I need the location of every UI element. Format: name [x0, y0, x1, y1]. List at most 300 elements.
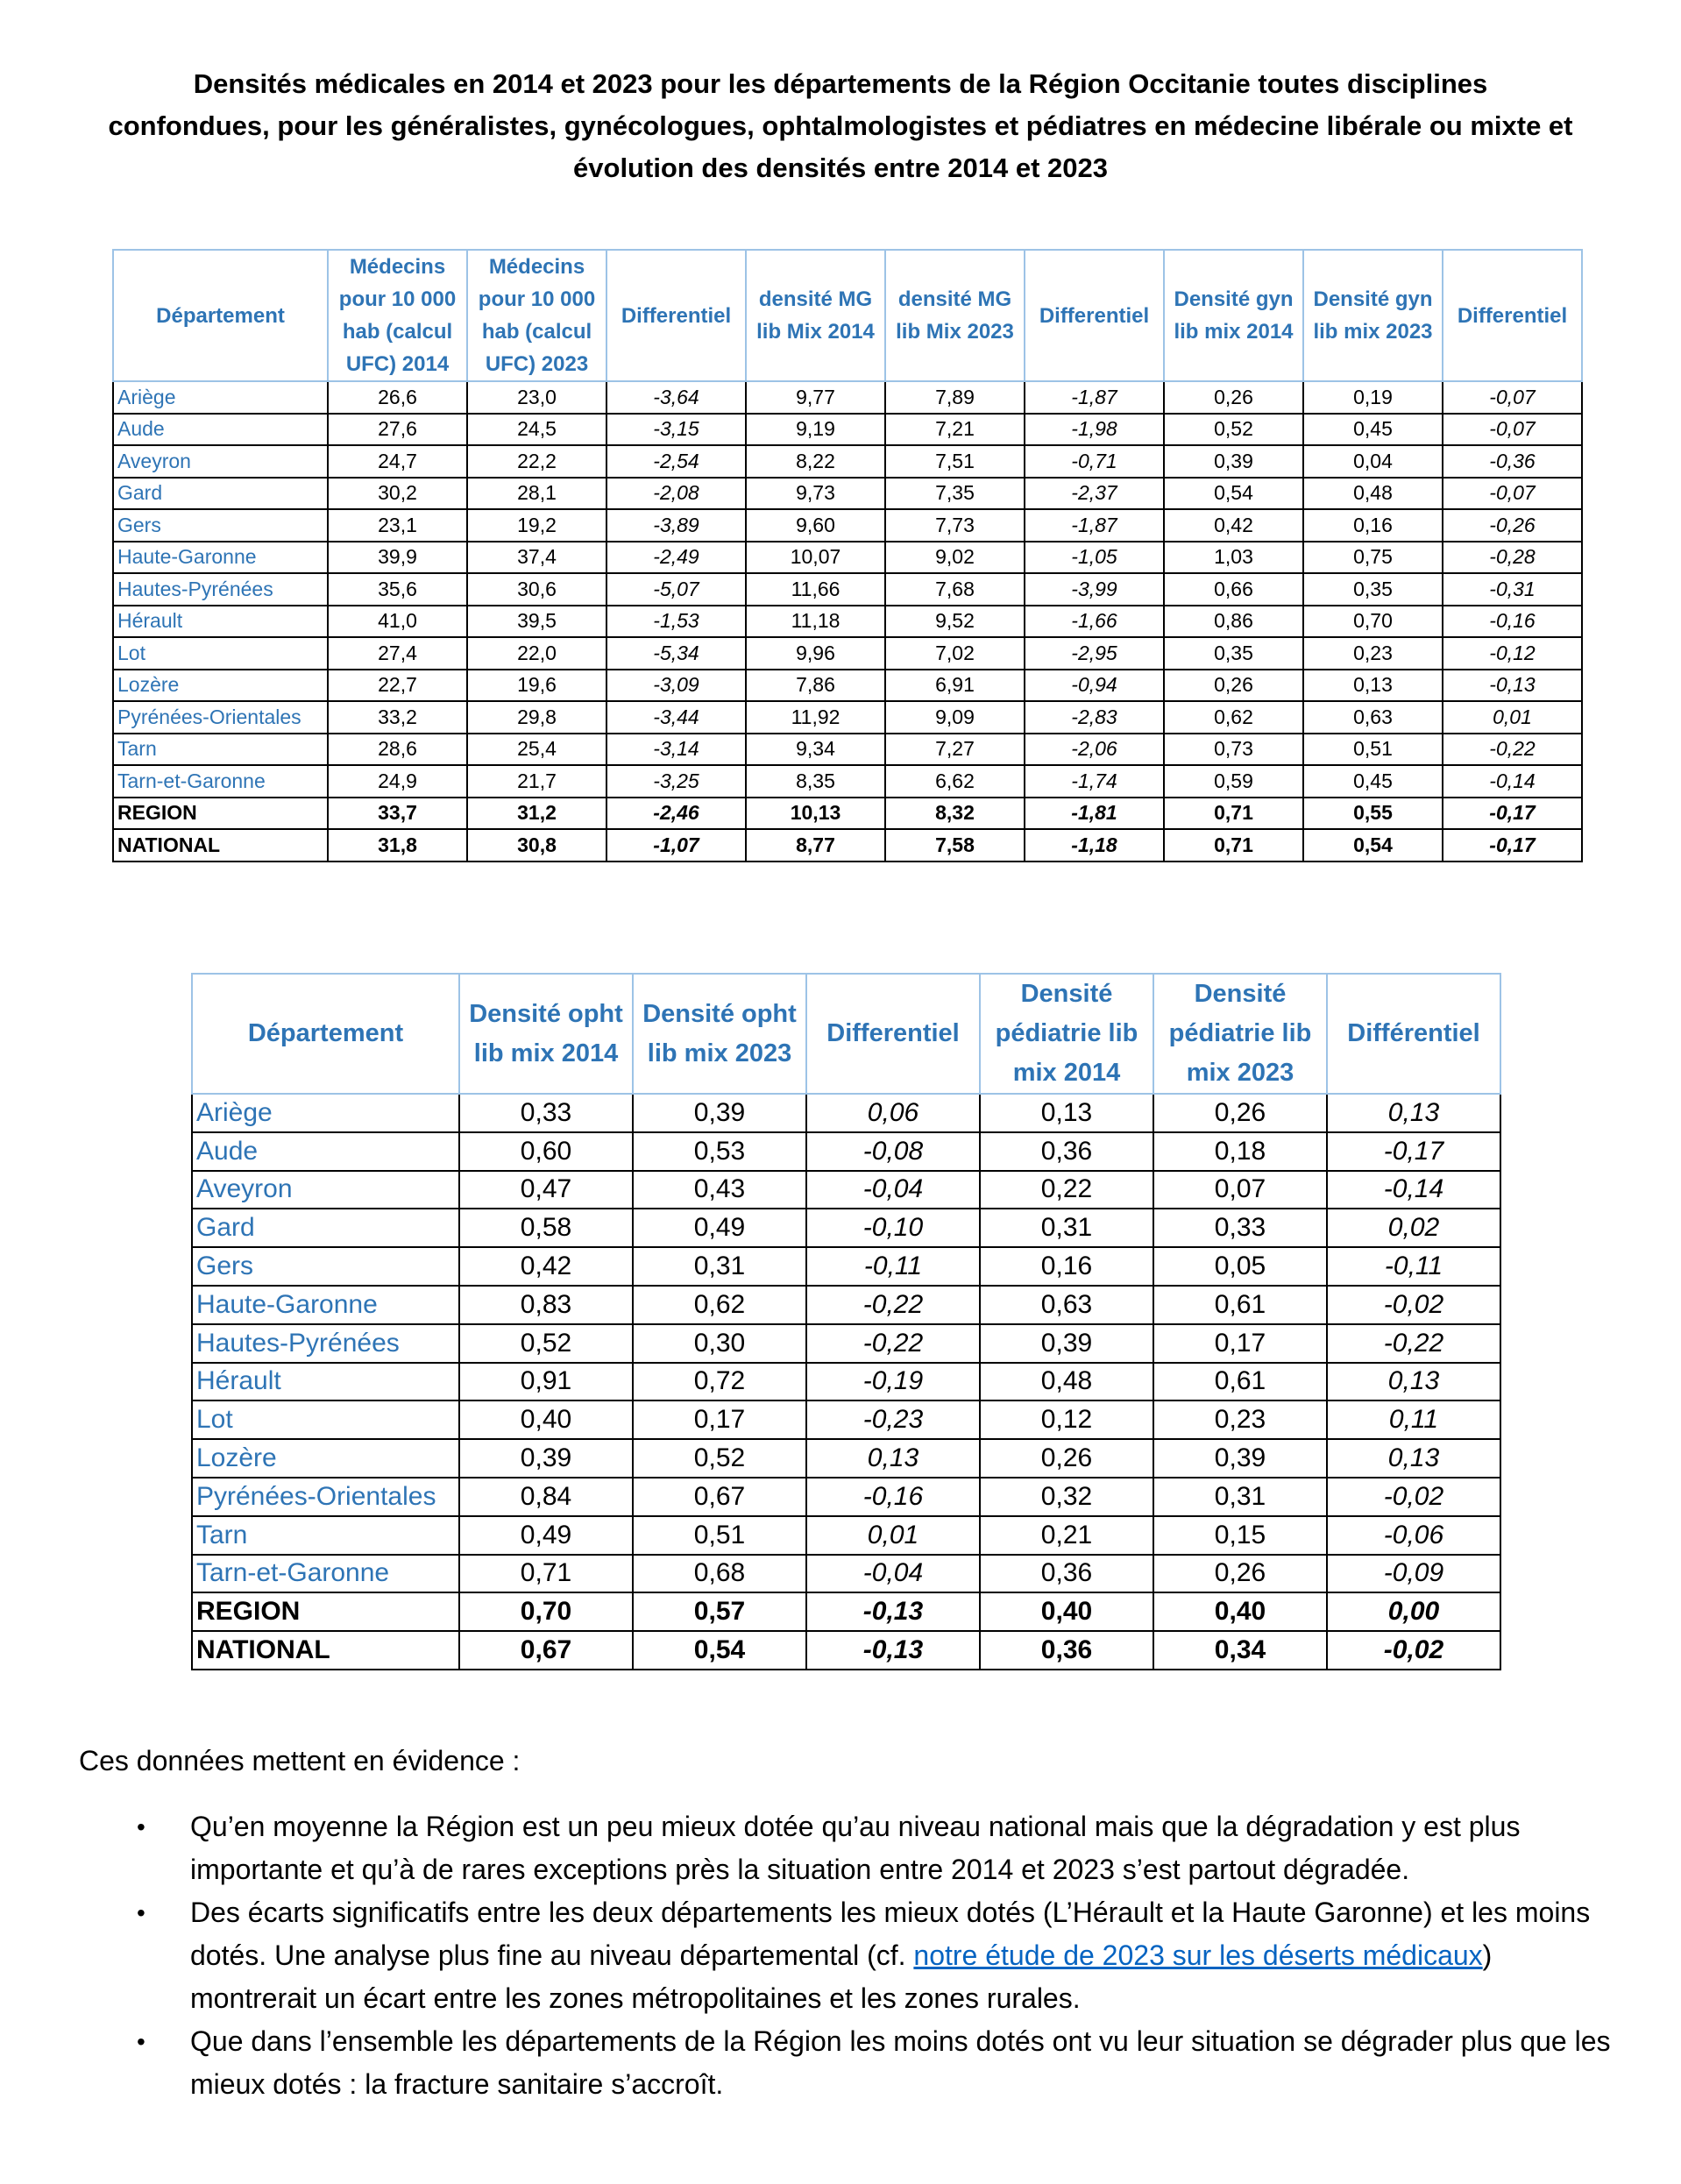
- value-cell: 0,58: [459, 1209, 633, 1247]
- value-cell: 7,51: [885, 445, 1025, 478]
- value-cell: 0,54: [633, 1631, 806, 1670]
- value-cell: 7,73: [885, 509, 1025, 542]
- value-cell: -0,10: [806, 1209, 980, 1247]
- value-cell: 0,26: [1153, 1094, 1327, 1132]
- value-cell: 0,43: [633, 1171, 806, 1209]
- value-cell: 39,9: [328, 542, 467, 574]
- value-cell: 31,8: [328, 829, 467, 862]
- bullet-icon: •: [137, 1899, 145, 1926]
- table-row: [192, 1478, 1500, 1516]
- value-cell: -2,06: [1025, 734, 1164, 766]
- value-cell: 11,18: [746, 606, 885, 638]
- value-cell: 0,71: [1164, 798, 1303, 830]
- value-cell: 0,42: [1164, 509, 1303, 542]
- value-cell: -0,12: [1443, 637, 1582, 670]
- value-cell: 24,9: [328, 765, 467, 798]
- value-cell: 28,1: [467, 478, 606, 510]
- table-row: [113, 542, 1582, 574]
- value-cell: 22,0: [467, 637, 606, 670]
- value-cell: 0,51: [633, 1516, 806, 1555]
- value-cell: 0,54: [1164, 478, 1303, 510]
- value-cell: 23,0: [467, 381, 606, 414]
- findings-list: [79, 1805, 1621, 2106]
- value-cell: -0,13: [806, 1592, 980, 1631]
- value-cell: -3,99: [1025, 573, 1164, 606]
- value-cell: 0,07: [1153, 1171, 1327, 1209]
- table-header-row: [192, 974, 1500, 1094]
- department-cell: REGION: [113, 798, 328, 830]
- value-cell: 0,39: [980, 1324, 1153, 1363]
- value-cell: -3,89: [606, 509, 746, 542]
- value-cell: 0,49: [633, 1209, 806, 1247]
- department-cell: Lozère: [113, 670, 328, 702]
- value-cell: -1,74: [1025, 765, 1164, 798]
- value-cell: 0,35: [1303, 573, 1443, 606]
- department-cell: Tarn: [192, 1516, 459, 1555]
- value-cell: -5,07: [606, 573, 746, 606]
- title-line-1: Densités médicales en 2014 et 2023 pour les départements de la Région Occitanie toutes disciplines: [193, 68, 1488, 99]
- table-header-row: [113, 250, 1582, 381]
- value-cell: 11,66: [746, 573, 885, 606]
- value-cell: 0,40: [459, 1400, 633, 1439]
- value-cell: 0,36: [980, 1555, 1153, 1593]
- value-cell: 9,52: [885, 606, 1025, 638]
- table-row: [113, 637, 1582, 670]
- value-cell: 0,32: [980, 1478, 1153, 1516]
- column-header: Differentiel: [1025, 250, 1164, 381]
- value-cell: 30,2: [328, 478, 467, 510]
- value-cell: 9,60: [746, 509, 885, 542]
- title-line-2: confondues, pour les généralistes, gynécologues, ophtalmologistes et pédiatres en médecine libérale ou mixte et: [108, 110, 1573, 141]
- department-cell: Ariège: [192, 1094, 459, 1132]
- value-cell: 0,04: [1303, 445, 1443, 478]
- value-cell: 0,52: [459, 1324, 633, 1363]
- value-cell: 0,47: [459, 1171, 633, 1209]
- value-cell: -1,87: [1025, 381, 1164, 414]
- value-cell: -0,02: [1327, 1631, 1500, 1670]
- value-cell: 0,63: [980, 1286, 1153, 1324]
- table-row: [192, 1592, 1500, 1631]
- value-cell: -0,19: [806, 1363, 980, 1401]
- value-cell: -2,46: [606, 798, 746, 830]
- table-row: [192, 1209, 1500, 1247]
- table-row: [113, 445, 1582, 478]
- value-cell: -2,37: [1025, 478, 1164, 510]
- value-cell: 9,73: [746, 478, 885, 510]
- value-cell: -1,98: [1025, 414, 1164, 446]
- value-cell: -0,17: [1443, 798, 1582, 830]
- value-cell: 0,13: [1303, 670, 1443, 702]
- value-cell: 24,5: [467, 414, 606, 446]
- value-cell: 0,19: [1303, 381, 1443, 414]
- value-cell: -0,16: [806, 1478, 980, 1516]
- value-cell: 0,83: [459, 1286, 633, 1324]
- value-cell: 27,4: [328, 637, 467, 670]
- value-cell: 26,6: [328, 381, 467, 414]
- value-cell: 27,6: [328, 414, 467, 446]
- value-cell: 0,13: [1327, 1363, 1500, 1401]
- value-cell: -0,17: [1327, 1132, 1500, 1171]
- value-cell: 0,16: [1303, 509, 1443, 542]
- department-cell: Hautes-Pyrénées: [113, 573, 328, 606]
- value-cell: -1,53: [606, 606, 746, 638]
- value-cell: -0,04: [806, 1555, 980, 1593]
- intro-text: Ces données mettent en évidence :: [79, 1745, 521, 1776]
- department-cell: Gers: [192, 1247, 459, 1286]
- table-row: [192, 1324, 1500, 1363]
- department-cell: Gard: [192, 1209, 459, 1247]
- value-cell: 7,89: [885, 381, 1025, 414]
- value-cell: 0,22: [980, 1171, 1153, 1209]
- value-cell: -2,83: [1025, 701, 1164, 734]
- value-cell: 8,35: [746, 765, 885, 798]
- list-item: [79, 2020, 1621, 2106]
- value-cell: 0,71: [1164, 829, 1303, 862]
- value-cell: 0,11: [1327, 1400, 1500, 1439]
- value-cell: 0,53: [633, 1132, 806, 1171]
- value-cell: 0,67: [459, 1631, 633, 1670]
- value-cell: 0,02: [1327, 1209, 1500, 1247]
- table-row: [192, 1631, 1500, 1670]
- column-header: Differentiel: [606, 250, 746, 381]
- value-cell: -0,14: [1327, 1171, 1500, 1209]
- value-cell: 0,01: [806, 1516, 980, 1555]
- value-cell: 0,13: [1327, 1439, 1500, 1478]
- value-cell: -2,49: [606, 542, 746, 574]
- value-cell: 29,8: [467, 701, 606, 734]
- value-cell: -5,34: [606, 637, 746, 670]
- table-row: [192, 1400, 1500, 1439]
- value-cell: 0,57: [633, 1592, 806, 1631]
- value-cell: 0,91: [459, 1363, 633, 1401]
- department-cell: Ariège: [113, 381, 328, 414]
- value-cell: 0,45: [1303, 414, 1443, 446]
- value-cell: -0,22: [806, 1324, 980, 1363]
- department-cell: Hautes-Pyrénées: [192, 1324, 459, 1363]
- department-cell: Pyrénées-Orientales: [113, 701, 328, 734]
- value-cell: -0,02: [1327, 1286, 1500, 1324]
- list-item: [79, 1805, 1621, 1891]
- value-cell: 9,77: [746, 381, 885, 414]
- value-cell: 0,33: [459, 1094, 633, 1132]
- value-cell: 0,63: [1303, 701, 1443, 734]
- column-header: Médecins pour 10 000 hab (calcul UFC) 2023: [467, 250, 606, 381]
- value-cell: -2,54: [606, 445, 746, 478]
- table-row: [113, 509, 1582, 542]
- value-cell: 0,70: [1303, 606, 1443, 638]
- value-cell: 6,62: [885, 765, 1025, 798]
- department-cell: Aveyron: [113, 445, 328, 478]
- value-cell: 22,7: [328, 670, 467, 702]
- value-cell: -0,04: [806, 1171, 980, 1209]
- value-cell: 0,13: [806, 1439, 980, 1478]
- bullet-icon: •: [137, 1813, 145, 1840]
- value-cell: 0,71: [459, 1555, 633, 1593]
- bullet-text: Qu’en moyenne la Région est un peu mieux dotée qu’au niveau national mais que la dégradation y est plus importante et qu’à de rares exceptions près la situation entre 2014 et 2023 s’est partout dégradée.: [190, 1811, 1521, 1885]
- value-cell: 7,02: [885, 637, 1025, 670]
- column-header: Densité opht lib mix 2023: [633, 974, 806, 1094]
- value-cell: -0,06: [1327, 1516, 1500, 1555]
- department-cell: NATIONAL: [113, 829, 328, 862]
- value-cell: -3,25: [606, 765, 746, 798]
- department-cell: Haute-Garonne: [192, 1286, 459, 1324]
- column-header: Densité pédiatrie lib mix 2023: [1153, 974, 1327, 1094]
- value-cell: 0,18: [1153, 1132, 1327, 1171]
- value-cell: 0,26: [1164, 381, 1303, 414]
- value-cell: -0,07: [1443, 414, 1582, 446]
- column-header: Densité gyn lib mix 2023: [1303, 250, 1443, 381]
- value-cell: 0,66: [1164, 573, 1303, 606]
- value-cell: 6,91: [885, 670, 1025, 702]
- table-row: [113, 478, 1582, 510]
- value-cell: 0,51: [1303, 734, 1443, 766]
- value-cell: 0,39: [633, 1094, 806, 1132]
- bullet-text: Que dans l’ensemble les départements de la Région les moins dotés ont vu leur situation se dégrader plus que les mieux dotés : la fracture sanitaire s’accroît.: [190, 2025, 1611, 2100]
- value-cell: 28,6: [328, 734, 467, 766]
- value-cell: 19,2: [467, 509, 606, 542]
- table-row: [113, 381, 1582, 414]
- value-cell: 30,6: [467, 573, 606, 606]
- value-cell: 0,61: [1153, 1286, 1327, 1324]
- value-cell: 0,68: [633, 1555, 806, 1593]
- title-line-3: évolution des densités entre 2014 et 2023: [573, 152, 1108, 183]
- value-cell: 0,30: [633, 1324, 806, 1363]
- value-cell: 0,39: [1153, 1439, 1327, 1478]
- value-cell: -0,71: [1025, 445, 1164, 478]
- value-cell: 10,13: [746, 798, 885, 830]
- value-cell: 0,31: [980, 1209, 1153, 1247]
- value-cell: 7,58: [885, 829, 1025, 862]
- bullet-text: Des écarts significatifs entre les deux départements les mieux dotés (L’Hérault et la Haute Garonne) et les moins dotés. Une analyse plus fine au niveau départemental (cf.: [190, 1897, 1591, 1971]
- department-cell: Lot: [113, 637, 328, 670]
- value-cell: 0,55: [1303, 798, 1443, 830]
- value-cell: 23,1: [328, 509, 467, 542]
- value-cell: -0,23: [806, 1400, 980, 1439]
- table-row: [113, 798, 1582, 830]
- department-cell: Hérault: [113, 606, 328, 638]
- value-cell: 33,2: [328, 701, 467, 734]
- value-cell: 0,31: [1153, 1478, 1327, 1516]
- value-cell: 0,23: [1303, 637, 1443, 670]
- value-cell: -0,26: [1443, 509, 1582, 542]
- department-cell: Aude: [192, 1132, 459, 1171]
- department-cell: Tarn: [113, 734, 328, 766]
- value-cell: 0,00: [1327, 1592, 1500, 1631]
- value-cell: -0,09: [1327, 1555, 1500, 1593]
- value-cell: 9,96: [746, 637, 885, 670]
- value-cell: 30,8: [467, 829, 606, 862]
- value-cell: -0,22: [806, 1286, 980, 1324]
- value-cell: 0,05: [1153, 1247, 1327, 1286]
- department-cell: REGION: [192, 1592, 459, 1631]
- table-row: [113, 701, 1582, 734]
- value-cell: -0,22: [1327, 1324, 1500, 1363]
- value-cell: -1,81: [1025, 798, 1164, 830]
- value-cell: 0,06: [806, 1094, 980, 1132]
- column-header: Differentiel: [1443, 250, 1582, 381]
- value-cell: 0,62: [1164, 701, 1303, 734]
- table-row: [192, 1171, 1500, 1209]
- column-header: Différentiel: [1327, 974, 1500, 1094]
- value-cell: 0,48: [1303, 478, 1443, 510]
- value-cell: 9,19: [746, 414, 885, 446]
- value-cell: 0,62: [633, 1286, 806, 1324]
- value-cell: 35,6: [328, 573, 467, 606]
- value-cell: 0,67: [633, 1478, 806, 1516]
- value-cell: -0,22: [1443, 734, 1582, 766]
- value-cell: 9,02: [885, 542, 1025, 574]
- table-row: [113, 765, 1582, 798]
- department-cell: Tarn-et-Garonne: [113, 765, 328, 798]
- value-cell: 0,75: [1303, 542, 1443, 574]
- table-row: [192, 1094, 1500, 1132]
- value-cell: 24,7: [328, 445, 467, 478]
- table-row: [113, 606, 1582, 638]
- value-cell: -0,28: [1443, 542, 1582, 574]
- value-cell: -0,13: [1443, 670, 1582, 702]
- value-cell: 33,7: [328, 798, 467, 830]
- document-title: [79, 63, 1602, 189]
- value-cell: 0,40: [980, 1592, 1153, 1631]
- value-cell: 10,07: [746, 542, 885, 574]
- value-cell: 7,35: [885, 478, 1025, 510]
- department-cell: Gard: [113, 478, 328, 510]
- value-cell: 0,26: [1153, 1555, 1327, 1593]
- value-cell: 0,16: [980, 1247, 1153, 1286]
- value-cell: 0,36: [980, 1631, 1153, 1670]
- value-cell: -0,07: [1443, 381, 1582, 414]
- density-table-general: [112, 249, 1583, 862]
- value-cell: 0,48: [980, 1363, 1153, 1401]
- column-header: Département: [113, 250, 328, 381]
- value-cell: 0,54: [1303, 829, 1443, 862]
- density-table-specialists: [191, 973, 1501, 1670]
- value-cell: 0,12: [980, 1400, 1153, 1439]
- value-cell: 0,01: [1443, 701, 1582, 734]
- value-cell: 7,21: [885, 414, 1025, 446]
- value-cell: -3,15: [606, 414, 746, 446]
- value-cell: 8,77: [746, 829, 885, 862]
- value-cell: 0,26: [980, 1439, 1153, 1478]
- department-cell: NATIONAL: [192, 1631, 459, 1670]
- table-row: [113, 829, 1582, 862]
- value-cell: 0,23: [1153, 1400, 1327, 1439]
- value-cell: -0,02: [1327, 1478, 1500, 1516]
- table-row: [192, 1132, 1500, 1171]
- value-cell: 0,52: [1164, 414, 1303, 446]
- value-cell: 41,0: [328, 606, 467, 638]
- value-cell: 7,68: [885, 573, 1025, 606]
- value-cell: 0,59: [1164, 765, 1303, 798]
- value-cell: -3,14: [606, 734, 746, 766]
- table-row: [192, 1555, 1500, 1593]
- column-header: densité MG lib Mix 2014: [746, 250, 885, 381]
- value-cell: -1,05: [1025, 542, 1164, 574]
- department-cell: Lozère: [192, 1439, 459, 1478]
- value-cell: -0,07: [1443, 478, 1582, 510]
- table-row: [113, 670, 1582, 702]
- value-cell: -0,08: [806, 1132, 980, 1171]
- column-header: Differentiel: [806, 974, 980, 1094]
- column-header: densité MG lib Mix 2023: [885, 250, 1025, 381]
- department-cell: Haute-Garonne: [113, 542, 328, 574]
- table-row: [192, 1286, 1500, 1324]
- column-header: Densité pédiatrie lib mix 2014: [980, 974, 1153, 1094]
- value-cell: -0,36: [1443, 445, 1582, 478]
- value-cell: 37,4: [467, 542, 606, 574]
- value-cell: 9,34: [746, 734, 885, 766]
- study-link[interactable]: notre étude de 2023 sur les déserts médicaux: [913, 1939, 1483, 1971]
- value-cell: -2,08: [606, 478, 746, 510]
- table-row: [113, 573, 1582, 606]
- department-cell: Tarn-et-Garonne: [192, 1555, 459, 1593]
- value-cell: 8,22: [746, 445, 885, 478]
- value-cell: 0,17: [1153, 1324, 1327, 1363]
- value-cell: 0,42: [459, 1247, 633, 1286]
- value-cell: -0,13: [806, 1631, 980, 1670]
- value-cell: -3,64: [606, 381, 746, 414]
- value-cell: 25,4: [467, 734, 606, 766]
- table-row: [192, 1516, 1500, 1555]
- value-cell: 0,17: [633, 1400, 806, 1439]
- value-cell: -0,31: [1443, 573, 1582, 606]
- department-cell: Lot: [192, 1400, 459, 1439]
- column-header: Médecins pour 10 000 hab (calcul UFC) 2014: [328, 250, 467, 381]
- table-row: [113, 414, 1582, 446]
- table-row: [192, 1363, 1500, 1401]
- value-cell: 7,86: [746, 670, 885, 702]
- value-cell: 22,2: [467, 445, 606, 478]
- value-cell: 31,2: [467, 798, 606, 830]
- value-cell: -0,11: [806, 1247, 980, 1286]
- value-cell: 0,60: [459, 1132, 633, 1171]
- value-cell: 1,03: [1164, 542, 1303, 574]
- department-cell: Hérault: [192, 1363, 459, 1401]
- value-cell: 0,26: [1164, 670, 1303, 702]
- value-cell: 21,7: [467, 765, 606, 798]
- value-cell: 39,5: [467, 606, 606, 638]
- value-cell: 19,6: [467, 670, 606, 702]
- column-header: Densité opht lib mix 2014: [459, 974, 633, 1094]
- value-cell: -0,14: [1443, 765, 1582, 798]
- value-cell: 0,40: [1153, 1592, 1327, 1631]
- value-cell: 7,27: [885, 734, 1025, 766]
- value-cell: 0,72: [633, 1363, 806, 1401]
- value-cell: 0,13: [1327, 1094, 1500, 1132]
- table-row: [113, 734, 1582, 766]
- value-cell: 0,33: [1153, 1209, 1327, 1247]
- value-cell: -3,44: [606, 701, 746, 734]
- value-cell: 0,39: [1164, 445, 1303, 478]
- value-cell: 0,61: [1153, 1363, 1327, 1401]
- value-cell: 0,73: [1164, 734, 1303, 766]
- bullet-icon: •: [137, 2028, 145, 2055]
- value-cell: -1,18: [1025, 829, 1164, 862]
- value-cell: -1,66: [1025, 606, 1164, 638]
- table-row: [192, 1247, 1500, 1286]
- department-cell: Aude: [113, 414, 328, 446]
- value-cell: -0,17: [1443, 829, 1582, 862]
- value-cell: 0,86: [1164, 606, 1303, 638]
- value-cell: -2,95: [1025, 637, 1164, 670]
- table-row: [192, 1439, 1500, 1478]
- value-cell: 8,32: [885, 798, 1025, 830]
- value-cell: 0,70: [459, 1592, 633, 1631]
- value-cell: 0,39: [459, 1439, 633, 1478]
- department-cell: Pyrénées-Orientales: [192, 1478, 459, 1516]
- value-cell: 0,52: [633, 1439, 806, 1478]
- value-cell: -0,16: [1443, 606, 1582, 638]
